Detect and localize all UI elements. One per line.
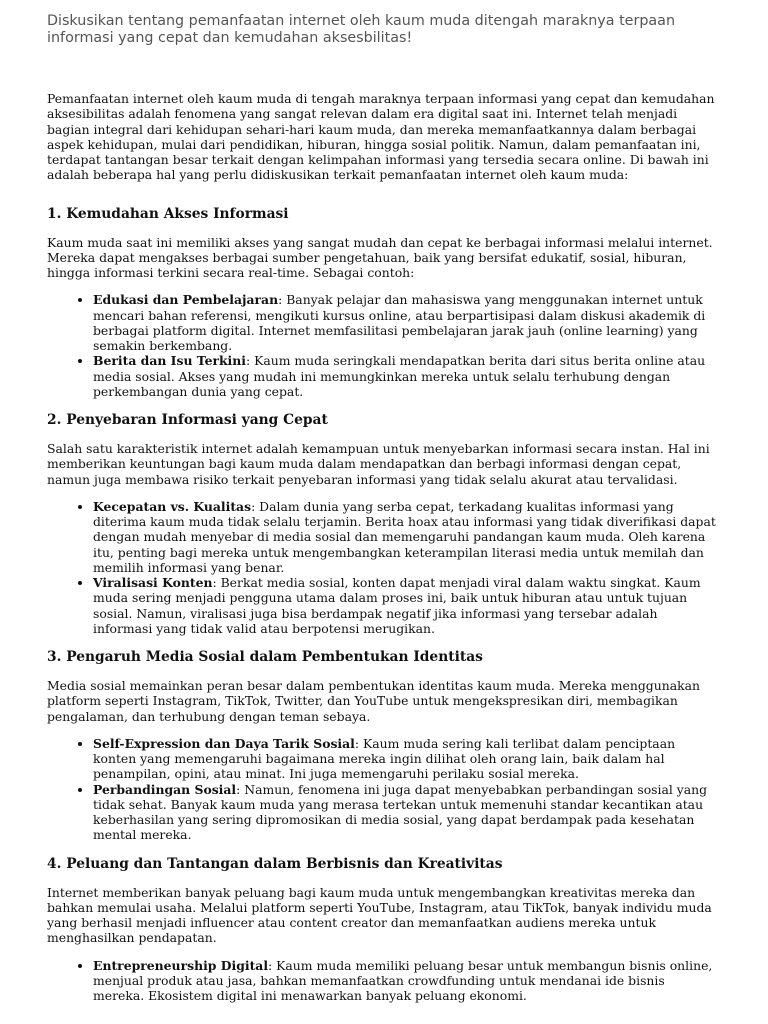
list-item bbox=[93, 353, 719, 399]
list-item-text: : Berkat media sosial, konten dapat menjadi viral dalam waktu singkat. Kaum muda sering menjadi pengguna utama dalam proses ini, baik untuk hiburan atau untuk tujuan sosial. Namun, viralisasi juga bisa berdampak negatif jika informasi yang tersebar adalah informasi yang tidak valid atau berpotensi merugikan. bbox=[93, 575, 701, 636]
list-item bbox=[93, 292, 719, 353]
list-item bbox=[93, 736, 719, 782]
section-kemudahan-akses bbox=[47, 205, 719, 400]
section-paragraph: Salah satu karakteristik internet adalah kemampuan untuk menyebarkan informasi secara instan. Hal ini memberikan keuntungan bagi kaum muda dalam mendapatkan dan berbagi informasi dengan cepat, namun juga membawa risiko terkait penyebaran informasi yang tidak selalu akurat atau tervalidasi. bbox=[47, 441, 710, 487]
list-item-term: Entrepreneurship Digital bbox=[93, 957, 269, 973]
list-item-term: Berita dan Isu Terkini bbox=[93, 353, 246, 369]
list-item-term: Perbandingan Sosial bbox=[93, 781, 237, 797]
page-title: Diskusikan tentang pemanfaatan internet oleh kaum muda ditengah maraknya terpaan informasi yang cepat dan kemudahan aksesbilitas! bbox=[47, 13, 676, 46]
list-item-text: : Namun, fenomena ini juga dapat menyebabkan perbandingan sosial yang tidak sehat. Banyak kaum muda yang merasa tertekan untuk memenuhi standar kecantikan atau keberhasilan yang sering dipromosikan di media sosial, yang dapat berdampak pada kesehatan mental mereka. bbox=[93, 781, 708, 843]
list-item-text: : Kaum muda seringkali mendapatkan berita dari situs berita online atau media sosial. Akses yang mudah ini memungkinkan mereka untuk selalu terhubung dengan perkembangan dunia yang cepat. bbox=[93, 353, 706, 399]
section-heading: 2. Penyebaran Informasi yang Cepat bbox=[47, 412, 328, 428]
section-heading: 1. Kemudahan Akses Informasi bbox=[47, 205, 289, 222]
section-paragraph: Media sosial memainkan peran besar dalam pembentukan identitas kaum muda. Mereka menggunakan platform seperti Instagram, TikTok, Twitter, dan YouTube untuk mengekspresikan diri, membagikan pengalaman, dan terhubung dengan teman sebaya. bbox=[47, 678, 700, 724]
section-heading: 4. Peluang dan Tantangan dalam Berbisnis dan Kreativitas bbox=[47, 855, 503, 872]
list-item bbox=[93, 575, 719, 636]
bullet-list bbox=[47, 292, 719, 399]
document-body bbox=[47, 91, 719, 1015]
bullet-list bbox=[47, 499, 719, 636]
section-penyebaran-informasi bbox=[47, 411, 719, 636]
list-item-term: Self-Expression dan Daya Tarik Sosial bbox=[93, 735, 355, 751]
section-media-sosial-identitas bbox=[47, 648, 719, 843]
section-heading: 3. Pengaruh Media Sosial dalam Pembentukan Identitas bbox=[47, 649, 483, 665]
list-item-text: : Kaum muda memiliki peluang besar untuk membangun bisnis online, menjual produk atau jasa, bahkan memanfaatkan crowdfunding untuk mendanai ide bisnis mereka. Ekosistem digital ini menawarkan banyak peluang ekonomi. bbox=[93, 957, 713, 1003]
section-paragraph: Internet memberikan banyak peluang bagi kaum muda untuk mengembangkan kreativitas mereka dan bahkan memulai usaha. Melalui platform seperti YouTube, Instagram, atau TikTok, banyak individu muda yang berhasil menjadi influencer atau content creator dan memanfaatkan audiens mereka untuk menghasilkan pendapatan. bbox=[47, 884, 712, 946]
list-item bbox=[93, 499, 719, 575]
list-item-term: Edukasi dan Pembelajaran bbox=[93, 292, 279, 308]
list-item-text: : Banyak pelajar dan mahasiswa yang menggunakan internet untuk mencari bahan referensi, mengikuti kursus online, atau berpartisipasi dalam diskusi akademik di berbagai platform digital. Internet memfasilitasi pembelajaran jarak jauh (online learning) yang semakin berkembang. bbox=[93, 292, 706, 353]
list-item-text: : Kaum muda sering kali terlibat dalam penciptaan konten yang memengaruhi bagaimana mereka ingin dilihat oleh orang lain, baik dalam hal penampilan, opini, atau minat. Ini juga memengaruhi perilaku sosial mereka. bbox=[93, 735, 676, 782]
intro-paragraph: Pemanfaatan internet oleh kaum muda di tengah maraknya terpaan informasi yang cepat dan kemudahan aksesibilitas adalah fenomena yang sangat relevan dalam era digital saat ini. Internet telah menjadi bagian integral dari kehidupan sehari-hari kaum muda, dan mereka memanfaatkannya dalam berbagai aspek kehidupan, mulai dari pendidikan, hiburan, hingga sosial politik. Namun, dalam pemanfaatan ini, terdapat tantangan besar terkait dengan kelimpahan informasi yang tersedia secara online. Di bawah ini adalah beberapa hal yang perlu didiskusikan terkait pemanfaatan internet oleh kaum muda: bbox=[47, 91, 715, 183]
list-item-term: Viralisasi Konten bbox=[93, 575, 213, 590]
list-item bbox=[93, 782, 719, 843]
section-paragraph: Kaum muda saat ini memiliki akses yang sangat mudah dan cepat ke berbagai informasi melalui internet. Mereka dapat mengakses berbagai sumber pengetahuan, baik yang bersifat edukatif, sosial, hiburan, hingga informasi terkini secara real-time. Sebagai contoh: bbox=[47, 234, 713, 280]
list-item bbox=[93, 958, 719, 1004]
list-item-text: : Dalam dunia yang serba cepat, terkadang kualitas informasi yang diterima kaum muda tidak selalu terjamin. Berita hoax atau informasi yang tidak diverifikasi dapat dengan mudah menyebar di media sosial dan memengaruhi pandangan kaum muda. Oleh karena itu, penting bagi mereka untuk mengembangkan keterampilan literasi media untuk memilah dan memilih informasi yang benar. bbox=[93, 498, 716, 575]
list-item-term: Kecepatan vs. Kualitas bbox=[93, 498, 252, 514]
bullet-list bbox=[47, 736, 719, 843]
section-bisnis-kreativitas bbox=[47, 855, 719, 1004]
bullet-list bbox=[47, 958, 719, 1004]
